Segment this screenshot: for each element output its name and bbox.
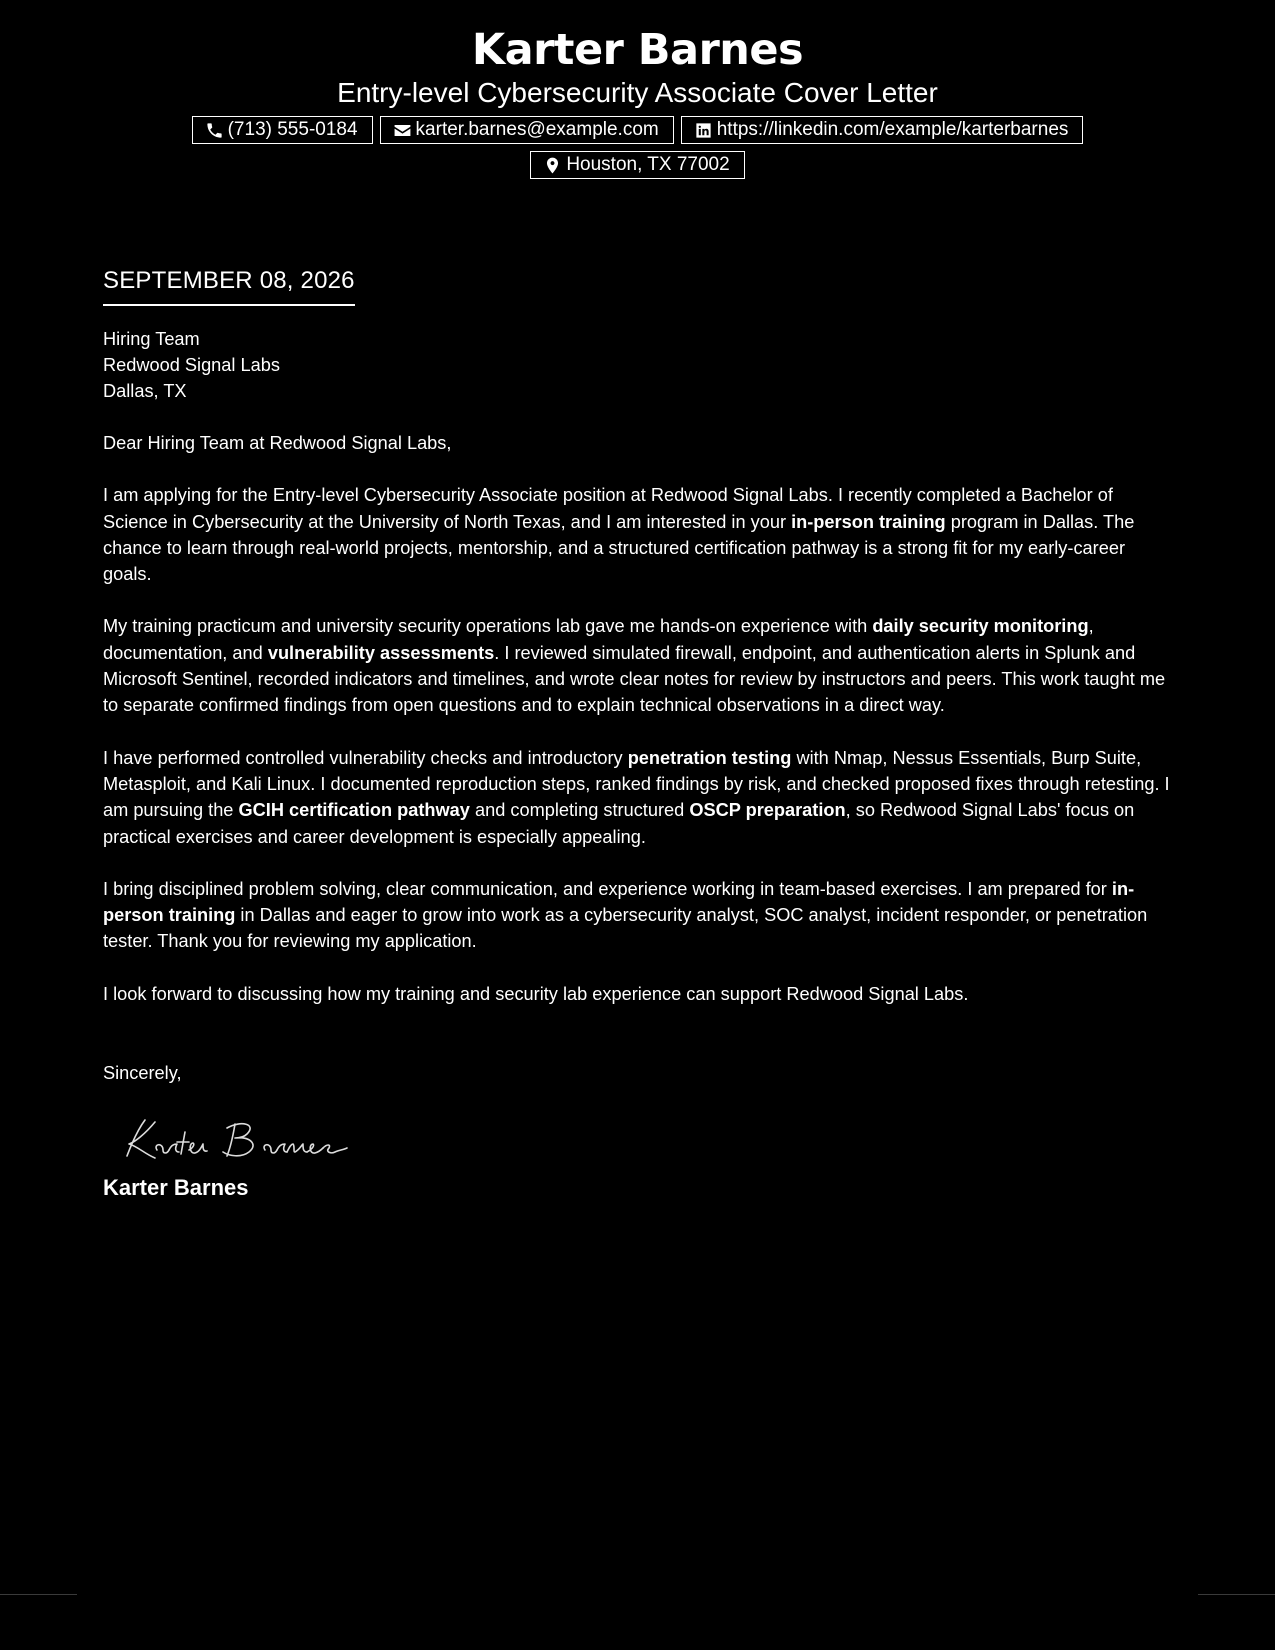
- emphasis-term: OSCP preparation: [689, 800, 846, 821]
- location-chip[interactable]: [530, 151, 744, 179]
- document-subtitle: Entry-level Cybersecurity Associate Cover Letter: [337, 77, 938, 108]
- linkedin-chip[interactable]: [681, 116, 1084, 144]
- emphasis-term: in-person training: [103, 878, 1135, 926]
- contact-row-secondary: [0, 151, 1275, 179]
- footer-rule-left: [0, 1594, 77, 1595]
- letter-date: SEPTEMBER 08, 2026: [103, 266, 355, 306]
- footer-rule-right: [1198, 1594, 1275, 1595]
- contact-row-primary: [0, 116, 1275, 144]
- phone-chip[interactable]: [192, 116, 373, 144]
- email-address: karter.barnes@example.com: [415, 119, 659, 140]
- emphasis-term: in-person training: [791, 511, 946, 532]
- signer-name: Karter Barnes: [103, 1175, 249, 1201]
- recipient-company: Redwood Signal Labs: [103, 355, 280, 375]
- letter-header: [0, 0, 1275, 179]
- recipient-block: [103, 326, 1173, 404]
- phone-number: (713) 555-0184: [227, 119, 358, 140]
- emphasis-term: GCIH certification pathway: [238, 800, 470, 821]
- paragraph-closing: I look forward to discussing how my training and security lab experience can support Redwood Signal Labs.: [103, 983, 969, 1004]
- emphasis-term: penetration testing: [627, 747, 792, 768]
- emphasis-term: daily security monitoring: [872, 616, 1089, 637]
- emphasis-term: vulnerability assessments: [267, 642, 495, 663]
- signature-image: [115, 1110, 355, 1170]
- linkedin-url: https://linkedin.com/example/karterbarnes: [716, 119, 1069, 140]
- linkedin-icon: [694, 121, 713, 140]
- map-pin-icon: [543, 156, 562, 175]
- paragraph-intro: I am applying for the Entry-level Cybersecurity Associate position at Redwood Signal Labs. I recently completed a Bachelor of Science in Cybersecurity at the University of North Texas, and I am interested in your in-person training program in Dallas. The chance to learn through real-world projects, mentorship, and a structured certification pathway is a strong fit for my early-career goals.: [103, 485, 1135, 585]
- phone-icon: [205, 121, 224, 140]
- paragraph-skills: I have performed controlled vulnerability checks and introductory penetration testing with Nmap, Nessus Essentials, Burp Suite, Metasploit, and Kali Linux. I documented reproduction steps, ranked findings by risk, and checked proposed fixes through retesting. I am pursuing the GCIH certification pathway and completing structured OSCP preparation, so Redwood Signal Labs' focus on practical exercises and career development is especially appealing.: [103, 747, 1170, 847]
- letter-body: [103, 266, 1173, 1202]
- recipient-location: Dallas, TX: [103, 381, 187, 401]
- recipient-line: Hiring Team: [103, 329, 200, 349]
- salutation: Dear Hiring Team at Redwood Signal Labs,: [103, 433, 452, 453]
- paragraph-experience: My training practicum and university security operations lab gave me hands-on experience with daily security monitoring, documentation, and vulnerability assessments. I reviewed simulated firewall, endpoint, and authentication alerts in Splunk and Microsoft Sentinel, recorded indicators and timelines, and wrote clear notes for review by instructors and peers. This work taught me to separate confirmed findings from open questions and to explain technical observations in a direct way.: [103, 616, 1166, 716]
- closing-phrase: Sincerely,: [103, 1063, 182, 1084]
- applicant-name: Karter Barnes: [471, 25, 804, 75]
- envelope-icon: [393, 121, 412, 140]
- handwritten-signature: [115, 1110, 1173, 1170]
- location-text: Houston, TX 77002: [566, 154, 730, 175]
- paragraph-fit: I bring disciplined problem solving, clear communication, and experience working in team-based exercises. I am prepared for in-person training in Dallas and eager to grow into work as a cybersecurity analyst, SOC analyst, incident responder, or penetration tester. Thank you for reviewing my application.: [103, 878, 1148, 952]
- email-chip[interactable]: [380, 116, 674, 144]
